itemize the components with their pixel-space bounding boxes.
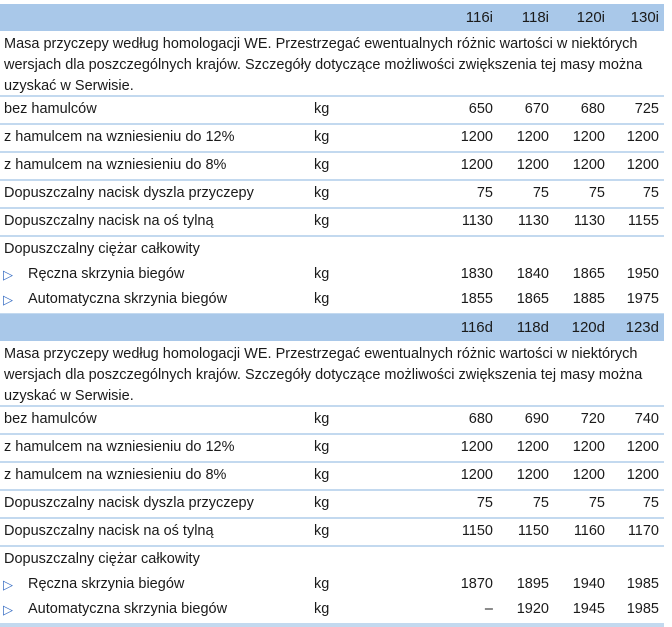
row-value: 1130 [517,213,549,229]
model-header: 118i [521,9,549,26]
table-row [0,407,664,435]
row-value: 1200 [572,157,605,173]
triangle-right-icon: ▷ [3,577,13,592]
row-label: Dopuszczalny nacisk na oś tylną [4,213,214,229]
row-value: 680 [468,411,493,427]
row-unit: kg [314,495,330,511]
row-value: 680 [580,101,605,117]
row-value: 1885 [572,291,605,307]
row-label: Dopuszczalny nacisk na oś tylną [4,523,214,539]
row-value: 75 [532,495,549,511]
row-value: 1200 [460,129,493,145]
table-row [0,153,664,181]
row-value: 1200 [516,439,549,455]
row-value: 725 [634,101,659,117]
model-header: 130i [630,9,659,26]
row-unit: kg [314,411,330,427]
table-row [0,287,664,317]
row-value: 75 [642,185,659,201]
row-value: 1985 [626,576,659,592]
row-unit: kg [314,291,330,307]
row-value: 1975 [626,291,659,307]
row-value: 1200 [626,157,659,173]
table-row [0,572,664,597]
triangle-right-icon: ▷ [3,602,13,617]
row-label: z hamulcem na wzniesieniu do 12% [4,129,235,145]
model-header: 120i [576,9,605,26]
row-value: 1200 [460,157,493,173]
row-value: 1855 [460,291,493,307]
row-value: 1200 [572,467,605,483]
row-value: 650 [468,101,493,117]
model-header: 123d [625,319,659,336]
row-value: 1920 [516,601,549,617]
table-row [0,597,664,627]
row-label: Automatyczna skrzynia biegów [28,601,228,617]
row-value: 1895 [516,576,549,592]
row-value: 1830 [460,266,493,282]
row-value: 1950 [626,266,659,282]
table-row [0,463,664,491]
row-value: 1200 [626,467,659,483]
table-row [0,262,664,287]
row-value: 1150 [517,523,549,539]
row-value: 1155 [627,213,659,229]
triangle-right-icon: ▷ [3,267,13,282]
row-label: z hamulcem na wzniesieniu do 8% [4,467,227,483]
row-label: Dopuszczalny ciężar całkowity [4,241,200,257]
row-value: 1840 [516,266,549,282]
row-label: Automatyczna skrzynia biegów [28,291,228,307]
row-value: 75 [588,185,605,201]
row-value: 1150 [461,523,493,539]
row-unit: kg [314,129,330,145]
row-label: z hamulcem na wzniesieniu do 12% [4,439,235,455]
row-value: 75 [476,495,493,511]
row-unit: kg [314,576,330,592]
row-label: bez hamulców [4,411,97,427]
model-header: 116d [460,319,493,336]
row-value: 1200 [572,129,605,145]
row-label: z hamulcem na wzniesieniu do 8% [4,157,227,173]
row-value: 720 [580,411,605,427]
row-label: Dopuszczalny ciężar całkowity [4,551,200,567]
row-value: 1200 [460,439,493,455]
homologation-note: Masa przyczepy według homologacji WE. Przestrzegać ewentualnych różnic wartości w niektórych wersjach dla poszczególnych krajów. Szczegóły dotyczące możliwości zwiększenia tej masy można uzyskać w Serwisie. [0,341,664,407]
model-header: 116i [465,9,493,26]
row-value: 1940 [572,576,605,592]
row-unit: kg [314,185,330,201]
row-value: 75 [642,495,659,511]
row-value: 670 [524,101,549,117]
row-label: Dopuszczalny nacisk dyszla przyczepy [4,495,254,511]
row-value: 1200 [626,129,659,145]
row-value: 1200 [460,467,493,483]
row-value: – [484,601,493,617]
model-header: 120d [571,319,605,336]
row-value: 1130 [573,213,605,229]
row-value: 1130 [461,213,493,229]
row-value: 690 [524,411,549,427]
total-weight-heading [0,237,664,262]
table-header [0,314,664,341]
row-unit: kg [314,213,330,229]
row-value: 1160 [573,523,605,539]
row-value: 1200 [516,157,549,173]
row-value: 1985 [626,601,659,617]
row-unit: kg [314,601,330,617]
table-row [0,209,664,237]
row-label: bez hamulców [4,101,97,117]
row-value: 1200 [572,439,605,455]
row-value: 740 [634,411,659,427]
row-value: 1865 [516,291,549,307]
table-row [0,181,664,209]
triangle-right-icon: ▷ [3,292,13,307]
row-value: 1870 [460,576,493,592]
table-row [0,519,664,547]
table-row [0,491,664,519]
row-unit: kg [314,467,330,483]
row-value: 1865 [572,266,605,282]
row-value: 1945 [572,601,605,617]
row-value: 1200 [516,129,549,145]
row-value: 1200 [516,467,549,483]
table-row [0,435,664,463]
table-row [0,97,664,125]
row-unit: kg [314,523,330,539]
row-label: Ręczna skrzynia biegów [28,266,185,282]
row-value: 1170 [627,523,659,539]
row-value: 1200 [626,439,659,455]
row-unit: kg [314,439,330,455]
row-label: Dopuszczalny nacisk dyszla przyczepy [4,185,254,201]
total-weight-heading [0,547,664,572]
row-unit: kg [314,157,330,173]
row-value: 75 [476,185,493,201]
model-header: 118d [516,319,549,336]
row-value: 75 [588,495,605,511]
row-value: 75 [532,185,549,201]
row-unit: kg [314,101,330,117]
table-row [0,125,664,153]
row-label: Ręczna skrzynia biegów [28,576,185,592]
spec-table-petrol [0,4,664,317]
spec-table-diesel [0,314,664,627]
homologation-note: Masa przyczepy według homologacji WE. Przestrzegać ewentualnych różnic wartości w niektórych wersjach dla poszczególnych krajów. Szczegóły dotyczące możliwości zwiększenia tej masy można uzyskać w Serwisie. [0,31,664,97]
row-unit: kg [314,266,330,282]
table-header [0,4,664,31]
